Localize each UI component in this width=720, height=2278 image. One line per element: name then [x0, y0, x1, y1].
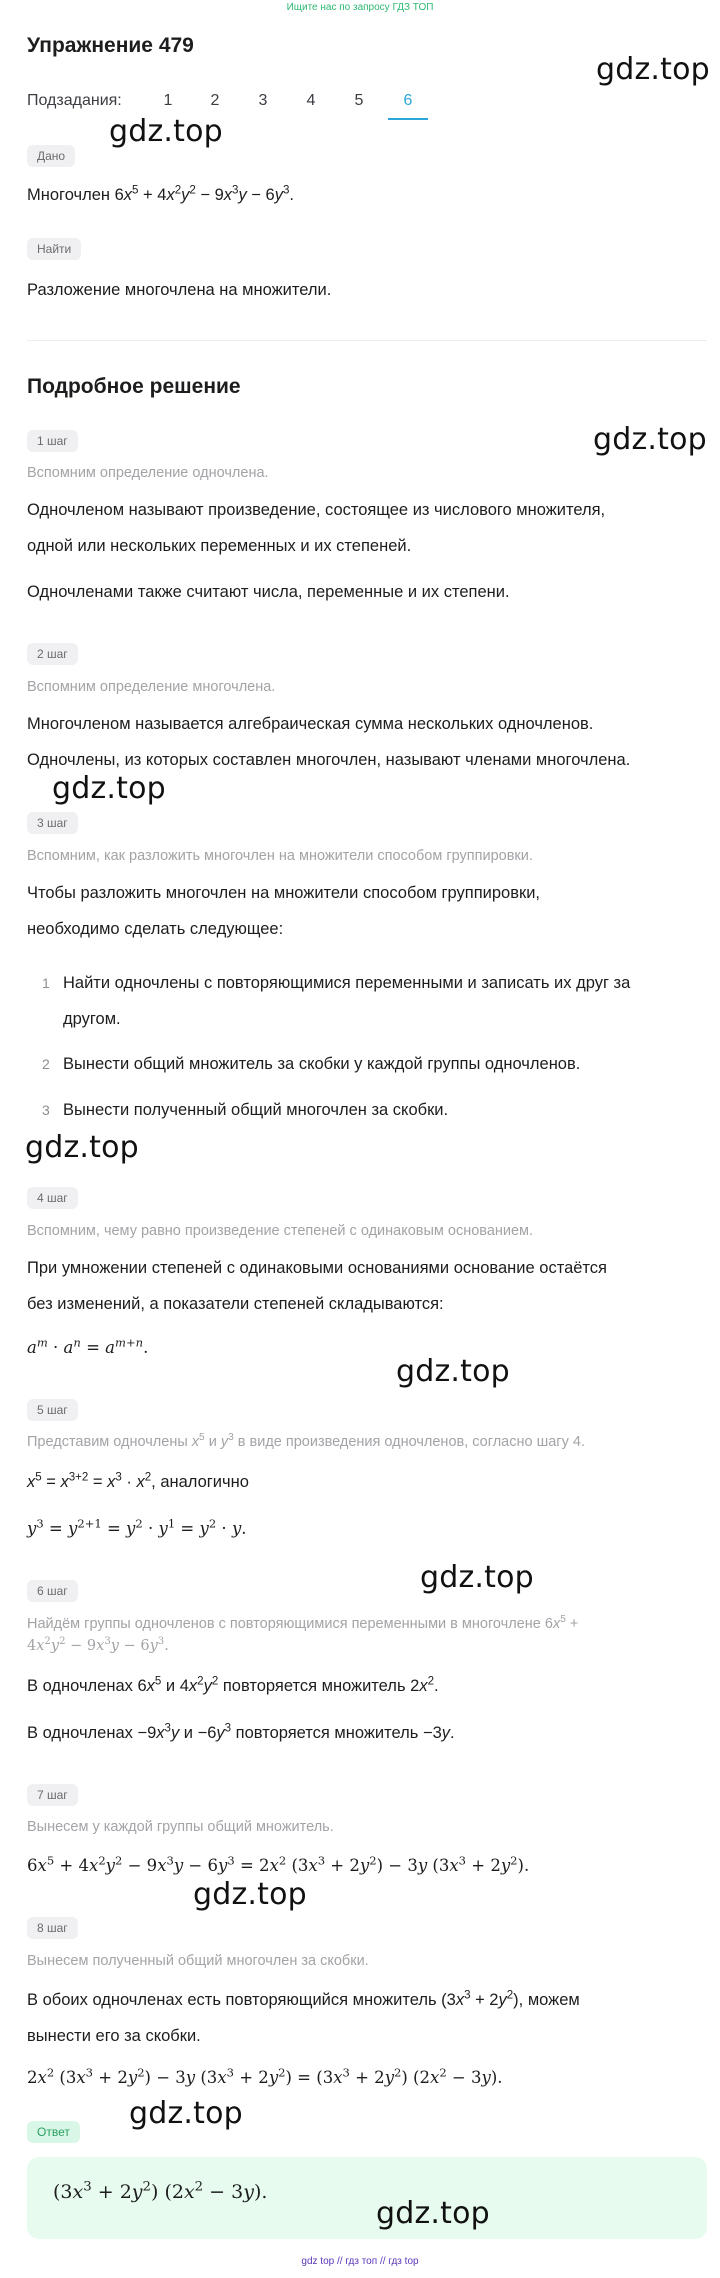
step-6-hint-line-2: $4x^2y^2 - 9x^3y - 6y^3$.: [27, 1636, 169, 1654]
subtask-tab-2[interactable]: 2: [210, 92, 220, 109]
subtask-tab-4[interactable]: 4: [306, 92, 316, 109]
step-8-hint: Вынесем полученный общий многочлен за скобки.: [27, 1953, 369, 1969]
step-5-hint-step-ref: 4: [572, 1434, 581, 1450]
step-1-chip: 1 шаг: [27, 430, 78, 452]
list-item-3: Вынести полученный общий многочлен за скобки.: [63, 1101, 449, 1119]
step-5-hint-part-3: в виде произведения одночленов, согласно шагу: [233, 1434, 573, 1450]
step-4-hint: Вспомним, чему равно произведение степеней с одинаковым основанием.: [27, 1223, 534, 1239]
given-text: [27, 177, 294, 213]
step-3-hint: Вспомним, как разложить многочлен на множители способом группировки.: [27, 848, 533, 864]
step-6-hint: Найдём группы одночленов с повторяющимися переменными в многочлене: [27, 1616, 545, 1632]
step-6-line-2: В одночленах $-9x^3y$ $и -6y^3$ повторяется множитель −3y.: [27, 1722, 455, 1742]
watermark: gdz.top: [109, 114, 223, 149]
watermark: gdz.top: [420, 1560, 534, 1595]
list-item-1-line-1: Найти одночлены с повторяющимися переменными и записать их друг за: [63, 974, 631, 992]
subtask-tab-1[interactable]: 1: [163, 92, 173, 109]
step-1-line-1: Одночленом называют произведение, состоящее из числового множителя,: [27, 501, 606, 519]
step-2-line-1: Многочленом называется алгебраическая сумма нескольких одночленов.: [27, 715, 594, 733]
find-text: Разложение многочлена на множители.: [27, 281, 332, 299]
list-number-2: 2: [42, 1056, 50, 1072]
step-3-line-1: Чтобы разложить многочлен на множители способом группировки,: [27, 884, 540, 902]
step-6-chip: 6 шаг: [27, 1580, 78, 1602]
step-1-line-3: Одночленами также считают числа, переменные и их степени.: [27, 583, 510, 601]
step-6-line-1: В одночленах $6x^5$ и $4x^2y^2$ повторяется множитель $2x^2$.: [27, 1675, 439, 1695]
step-5-hint-y3: $y^3$: [220, 1432, 234, 1450]
step-8-line-2: вынести его за скобки.: [27, 2027, 201, 2045]
step-6-hint-line-1: Найдём группы одночленов с повторяющимися переменными в многочлене $6x^5$ +: [27, 1614, 579, 1632]
step-2-hint: Вспомним определение многочлена.: [27, 679, 276, 695]
page-title: Упражнение 479: [27, 34, 194, 57]
footer-links[interactable]: gdz top // гдз топ // гдз top: [301, 2256, 419, 2267]
top-banner[interactable]: Ищите нас по запросу ГДЗ ТОП: [286, 2, 434, 13]
step-4-line-1: При умножении степеней с одинаковыми основаниями основание остаётся: [27, 1259, 607, 1277]
list-item-1-line-2: другом.: [63, 1010, 121, 1028]
step-5-formula-2: $y^3 = y^{2+1} = y^2 \cdot y^1 = y^2 \cdot y$.: [27, 1516, 247, 1538]
list-number-1: 1: [42, 975, 50, 991]
step-5-hint-part-1: Представим одночлены: [27, 1434, 192, 1450]
step-7-formula: $6x^5 + 4x^2y^2 - 9x^3y - 6y^3 = 2x^2$ $(3x^3 + 2y^2) - 3y$ $(3x^3 + 2y^2)$.: [27, 1853, 530, 1875]
step-7-hint: Вынесем у каждой группы общий множитель.: [27, 1819, 334, 1835]
given-prefix: Многочлен: [27, 186, 115, 204]
subtask-tab-5[interactable]: 5: [354, 92, 364, 109]
list-number-3: 3: [42, 1102, 50, 1118]
step-5-chip: 5 шаг: [27, 1399, 78, 1421]
given-polynomial: $6x^5 + 4x^2y^2 - 9x^3y - 6y^3$.: [114, 184, 294, 204]
step-3-chip: 3 шаг: [27, 812, 78, 834]
answer-formula: $(3x^3 + 2y^2) (2x^2 - 3y)$.: [53, 2179, 268, 2203]
subtask-tab-3[interactable]: 3: [258, 92, 268, 109]
watermark: gdz.top: [25, 1130, 139, 1165]
answer-box: [27, 2157, 707, 2239]
list-item-2: Вынести общий множитель за скобки у каждой группы одночленов.: [63, 1055, 581, 1073]
step-5-hint: [27, 1431, 585, 1453]
step-5-hint-period: .: [580, 1434, 585, 1450]
active-tab-indicator: [388, 118, 428, 120]
section-divider: [27, 340, 707, 341]
subtask-tab-6[interactable]: 6: [403, 92, 413, 109]
solution-title: Подробное решение: [27, 375, 241, 398]
step-5-hint-x5: $x^5$: [191, 1432, 205, 1450]
watermark: gdz.top: [376, 2196, 490, 2231]
step-1-hint: Вспомним определение одночлена.: [27, 465, 269, 481]
watermark: gdz.top: [596, 52, 710, 87]
answer-chip: Ответ: [27, 2121, 80, 2143]
step-5-hint-part-2: и: [204, 1434, 221, 1450]
subtasks-label: Подзадания:: [27, 92, 122, 109]
step-5-aside: , аналогично: [151, 1473, 249, 1491]
step-8-line-1: В обоих одночленах есть повторяющийся множитель $(3x^3 + 2y^2)$, можем: [27, 1989, 580, 2009]
watermark: gdz.top: [396, 1354, 510, 1389]
watermark: gdz.top: [52, 771, 166, 806]
step-3-line-2: необходимо сделать следующее:: [27, 920, 284, 938]
given-chip: Дано: [27, 145, 75, 167]
step-4-chip: 4 шаг: [27, 1187, 78, 1209]
step-8-formula: $2x^2$ $(3x^3 + 2y^2) - 3y$ $(3x^3 + 2y^2) = (3x^3 + 2y^2) (2x^2 - 3y)$.: [27, 2065, 503, 2087]
step-8-chip: 8 шаг: [27, 1917, 78, 1939]
step-1-line-2: одной или нескольких переменных и их степеней.: [27, 537, 412, 555]
step-2-chip: 2 шаг: [27, 643, 78, 665]
step-4-formula: $a^m \cdot a^n = a^{m+n}$.: [27, 1335, 149, 1357]
watermark: gdz.top: [593, 422, 707, 457]
step-4-line-2: без изменений, а показатели степеней складываются:: [27, 1295, 444, 1313]
step-2-line-2: Одночлены, из которых составлен многочлен, называют членами многочлена.: [27, 751, 631, 769]
step-5-formula-1: $x^5 = x^{3+2} = x^3 \cdot x^2$, аналогично: [27, 1471, 249, 1491]
watermark: gdz.top: [193, 1877, 307, 1912]
step-7-chip: 7 шаг: [27, 1784, 78, 1806]
watermark: gdz.top: [129, 2096, 243, 2131]
find-chip: Найти: [27, 238, 81, 260]
